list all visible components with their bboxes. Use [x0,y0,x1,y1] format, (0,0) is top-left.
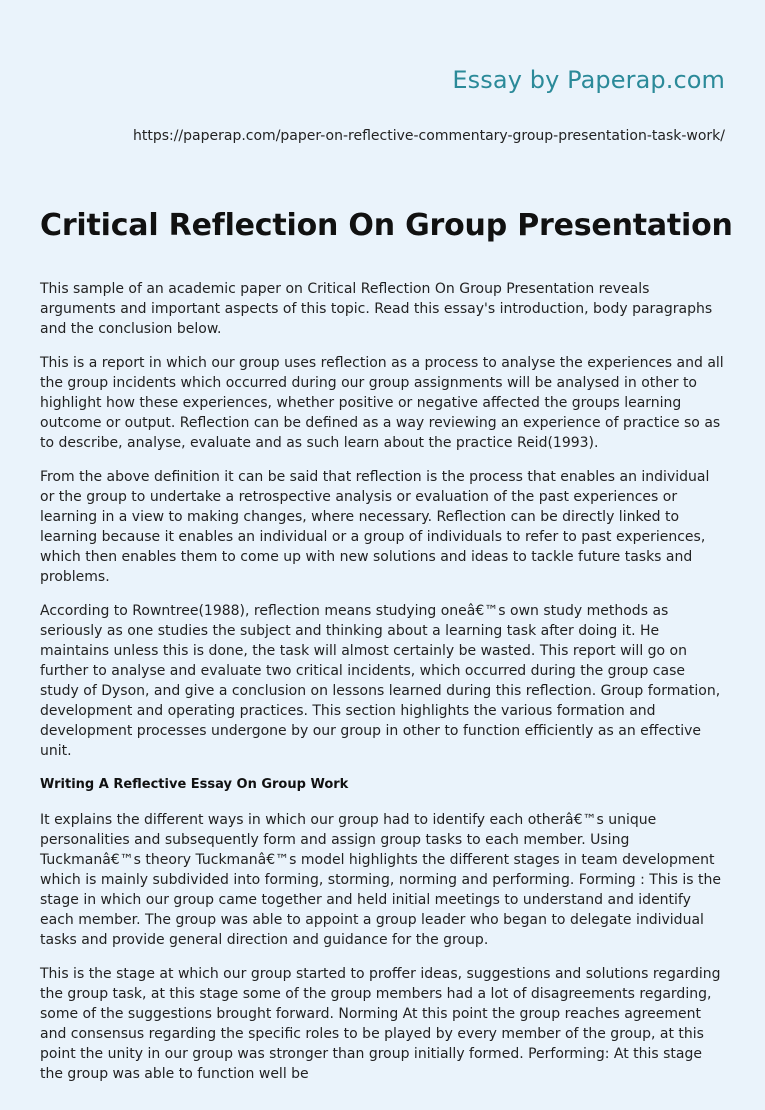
body-paragraph: This is a report in which our group uses reflection as a process to analyse the experiences and all the group incidents which occurred during our group assignments will be analysed in other to highlight how these experiences, whether positive or negative affected the groups learning outcome or output. Reflection can be defined as a way reviewing an experience of practice so as to describe, analyse, evaluate and as such learn about the practice Reid(1993). [40,355,724,451]
body-paragraph: This is the stage at which our group started to proffer ideas, suggestions and solutions regarding the group task, at this stage some of the group members had a lot of disagreements regarding, some of the suggestions brought forward. Norming At this point the group reaches agreement and consensus regarding the specific roles to be played by every member of the group, at this point the unity in our group was stronger than group initially formed. Performing: At this stage the group was able to function well be [40,966,721,1082]
body-paragraph: According to Rowntree(1988), reflection means studying oneâ€™s own study methods as seriously as one studies the subject and thinking about a learning task after doing it. He maintains unless this is done, the task will almost certainly be wasted. This report will go on further to analyse and evaluate two critical incidents, which occurred during the group case study of Dyson, and give a conclusion on lessons learned during this reflection. Group formation, development and operating practices. This section highlights the various formation and development processes undergone by our group in other to function efficiently as an effective unit. [40,603,721,759]
body-paragraph: It explains the different ways in which our group had to identify each otherâ€™s unique personalities and subsequently form and assign group tasks to each member. Using Tuckmanâ€™s theory Tuckmanâ€™s model highlights the different stages in team development which is mainly subdivided into forming, storming, norming and performing. Forming : This is the stage in which our group came together and held initial meetings to understand and identify each member. The group was able to appoint a group leader who began to delegate individual tasks and provide general direction and guidance for the group. [40,812,721,948]
article-body [40,279,728,1098]
brand-link[interactable]: Essay by Paperap.com [452,66,725,94]
section-heading: Writing A Reflective Essay On Group Work [40,777,349,792]
intro-paragraph: This sample of an academic paper on Critical Reflection On Group Presentation reveals arguments and important aspects of this topic. Read this essay's introduction, body paragraphs and the conclusion below. [40,281,713,337]
page-title: Critical Reflection On Group Presentation [40,208,733,243]
body-paragraph: From the above definition it can be said that reflection is the process that enables an individual or the group to undertake a retrospective analysis or evaluation of the past experiences or learning in a view to making changes, where necessary. Reflection can be directly linked to learning because it enables an individual or a group of individuals to refer to past experiences, which then enables them to come up with new solutions and ideas to tackle future tasks and problems. [40,469,710,585]
source-url[interactable]: https://paperap.com/paper-on-reflective-commentary-group-presentation-task-work/ [132,128,725,144]
